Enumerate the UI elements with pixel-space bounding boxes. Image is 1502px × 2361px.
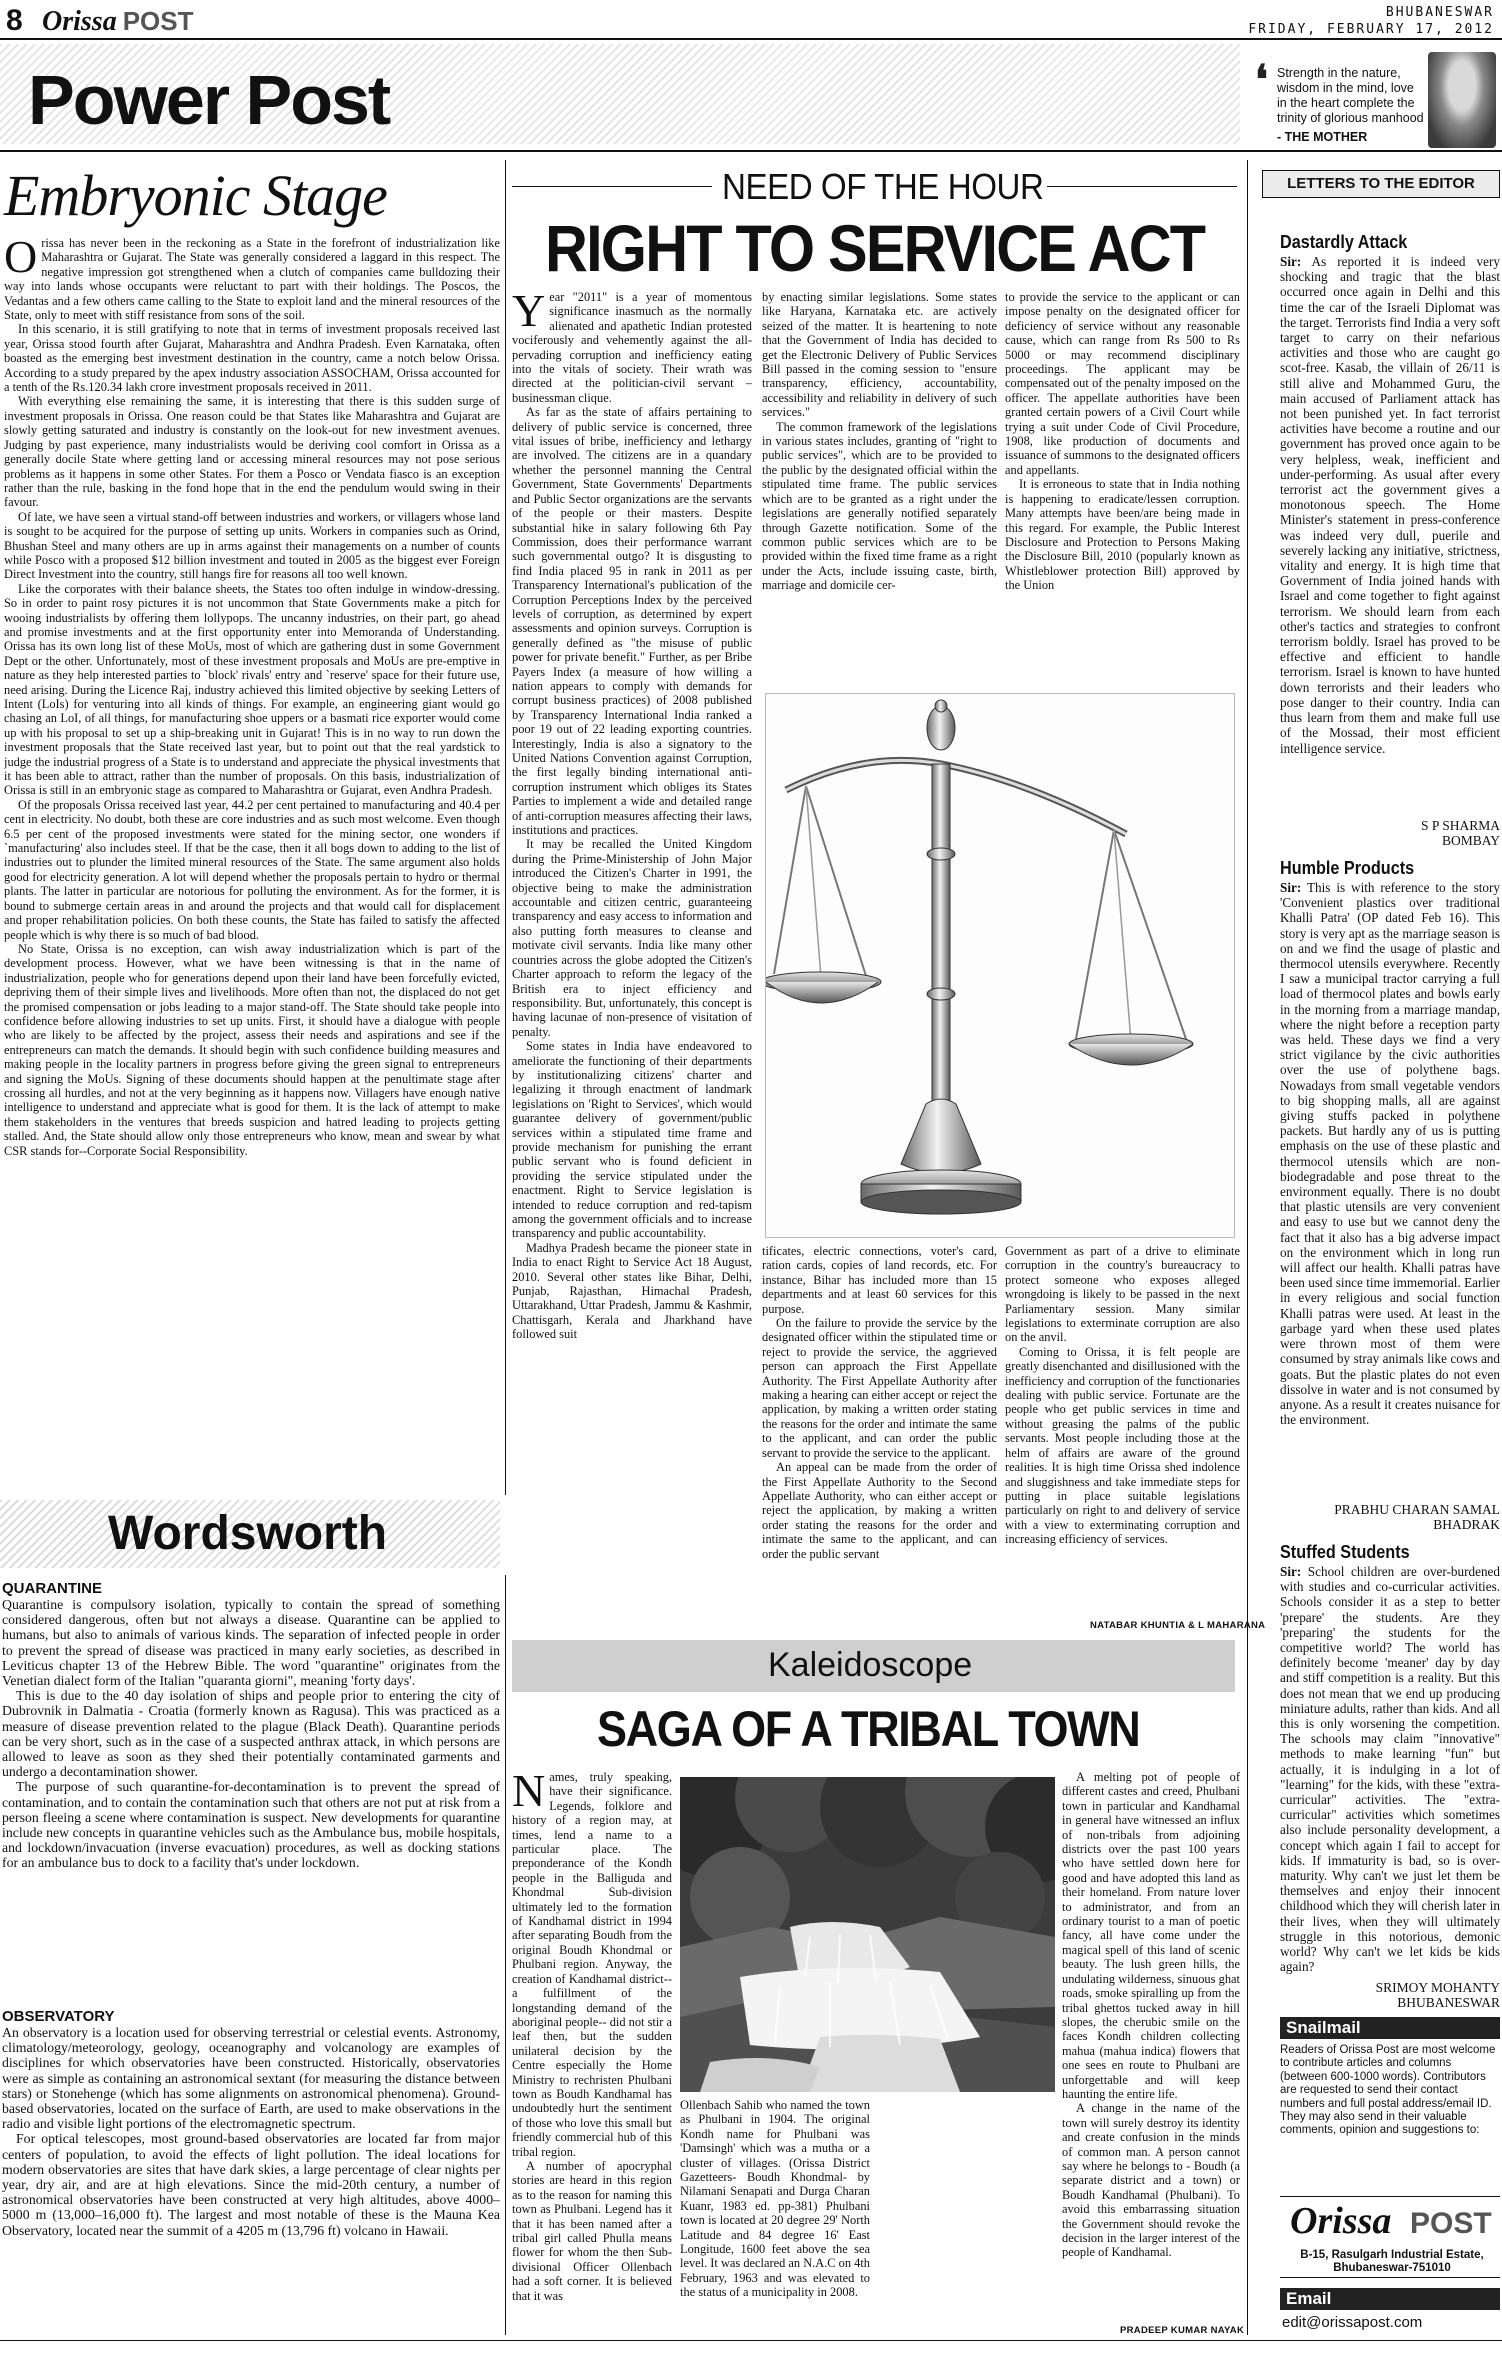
email-band: Email	[1280, 2288, 1500, 2310]
wordsworth-paragraph: An observatory is a location used for observing terrestrial or celestial events. Astronomy, climatology/meteorology, geology, oceanography and volcanology are examples of disciplines for which observatories have been constructed. Historically, observatories were as simple as containing an astronomical sextant (for measuring the distance between stars) or Stonehenge (which has some alignments on astronomical phenomena). Ground-based observatories, located on the surface of Earth, are used to make observations in the radio and visible light portions of the electromagnetic spectrum.	[2, 2025, 500, 2132]
letter-salutation: Sir:	[1280, 254, 1302, 269]
brand-post: POST	[122, 6, 194, 36]
kaleidoscope-title: Kaleidoscope	[768, 1646, 973, 1684]
editorial-paragraph: Of late, we have seen a virtual stand-off between industries and workers, or villagers whose land is sought to be acquired for the purpose of setting up units. Workers in companies such as Orind, Bhushan Steel and many others are up in arms against their managements on a number of counts while Posco with a proposed $12 billion investment and touted in 2005 as the biggest ever Foreign Direct Investment into the country, still hangs fire for reasons all too well known.	[4, 509, 500, 582]
column-divider	[505, 160, 506, 1495]
letter-text: This is with reference to the story 'Convenient plastics over traditional Khalli Patra' (OP dated Feb 16). This story is very apt as the marriage season is on and we find the usage of plastic and thermocol utensils everywhere. Recently I saw a municipal tractor carrying a full load of thermocol plates and bowls early in the morning from a marriage mandap, where the night before a reception party was held. These days we find a very strict vigilance by the civic authorities over the use of polythene bags. Nowadays from small vegetable vendors to big shopping malls, all are against giving stuffs packed in polythene packets. But hardly any of us is putting emphasis on the use of these plastic and thermocol utensils which are non-biodegradable and pose threat to the environment equally. There is no doubt that plastic utensils are very convenient and easy to use but we cannot deny the fact that it also has a big adverse impact on the environment which in long run will affect our health. Khalli patras have been used since time immemorial. Earlier in every religious and social function Khalli patras were used. At least in the garbage yard when these used plates were thrown most of them were consumed by stray animals like cows and goats. But the plastic plates do not even dissolve in water and is not consumed by anyone. As a result it creates nuisance for the environment.	[1280, 880, 1500, 1428]
email-link[interactable]: edit@orissapost.com	[1282, 2314, 1423, 2331]
letter-heading: Stuffed Students	[1280, 1542, 1410, 1562]
article-paragraph: The common framework of the legislations in various states includes, granting of "right to public services", which are to be provided to the public by the designated official within the stipulated time frame. The public services which are to be granted as a right under the legislations are generally notified separately through Gazette notification. Some of the common public services which are to be provided within the fixed time frame as a right under the Acts, include issuing caste, birth, marriage and domicile cer-	[762, 419, 997, 593]
article-paragraph: ear "2011" is a year of momentous significance inasmuch as the normally alienated and apathetic Indian protested vociferously and vehemently against the all-pervading corruption and inefficiency eating into the vitals of society. Their wrath was directed at the politician-civil servant –businessman clique.	[512, 290, 752, 405]
feature-byline: PRADEEP KUMAR NAYAK	[1120, 2325, 1245, 2336]
wordsworth-title: Wordsworth	[108, 1507, 388, 1560]
wordsworth-paragraph: Quarantine is compulsory isolation, typically to contain the spread of something considered dangerous, often but not always a disease. Quarantine can be applied to humans, but also to animals of various kinds. The separation of infected people in order to prevent the spread of disease was practiced in many early societies, as described in Leviticus chapter 13 of the Hebrew Bible. The word "quarantine" originates from the Venetian dialect form of the Italian "quaranta giorni", meaning 'forty days'.	[2, 1597, 500, 1689]
brand-logo	[42, 6, 194, 38]
article-column	[762, 1244, 997, 1629]
kicker-rule	[1047, 186, 1237, 187]
editorial-paragraph: Of the proposals Orissa received last year, 44.2 per cent pertained to manufacturing and 40.4 per cent in electricity. No doubt, both these are core industries and as such most welcome. Even though 6.5 per cent of the proposed investments were stated for the mining sector, one wonders if `manufacturing' also includes steel. If that be the case, then it all bogs down to adding to the list of industries out to plunder the limited mineral resources of the State. The same argument also holds good for electricity generation. A lot will depend whether the proposals pertain to hydro or thermal plants. The latter in particular are notorious for polluting the environment. As for the former, it is bound to submerge certain areas in and around the projects and that would call for displacement and proper rehabilitation policies. On both these counts, the State has failed to satisfy the affected people which is why there is so much of bad blood.	[4, 797, 500, 942]
letter-heading: Humble Products	[1280, 858, 1415, 878]
dropcap: Y	[512, 290, 546, 336]
logo-post: POST	[1410, 2207, 1492, 2240]
wordsworth-entry	[2, 1597, 500, 1995]
letter-body	[1280, 254, 1500, 817]
article-column	[1005, 1244, 1240, 1614]
article-paragraph: As far as the state of affairs pertaining to delivery of public service is concerned, three vital issues of bribe, inefficiency and lethargy are involved. The citizens are in a quandary whether the personnel manning the Central Government, State Governments' Departments and Public Sector organizations are the servants of the people or their masters. Despite substantial hike in salary following 6th Pay Commission, does their performance warrant such governmental outgo? It is disgusting to find India placed 95 in rank in 2011 as per Transparency International's publication of the Corruption Perceptions Index by the perceived levels of corruption, as determined by expert assessments and opinion surveys. Corruption is generally defined as "the misuse of public power for private benefit." Further, as per Bribe Payers Index (a measure of how willing a nation appears to comply with demands for corrupt business practices) of 2008 published by Transparency International India ranked a poor 19 out of 22 leading exporting countries. Interestingly, India is also a signatory to the United Nations Convention against Corruption, the first legally binding international anti-corruption instrument which obliges its States Parties to implement a wide and detailed range of anti-corruption measures affecting their laws, institutions and practices.	[512, 405, 752, 838]
scales-of-justice-image	[765, 693, 1235, 1238]
orissa-post-logo	[1280, 2196, 1500, 2278]
article-paragraph: tificates, electric connections, voter's card, ration cards, copies of land records, etc. For instance, Bihar has included more than 15 departments and at least 60 services for this purpose.	[762, 1244, 997, 1316]
wordsworth-heading: QUARANTINE	[2, 1580, 102, 1597]
article-headline: RIGHT TO SERVICE ACT	[545, 211, 1205, 285]
masthead	[0, 0, 1502, 40]
kicker-rule	[512, 186, 712, 187]
letter-salutation: Sir:	[1280, 1564, 1302, 1579]
letter-author: PRABHU CHARAN SAMAL	[1334, 1502, 1500, 1517]
article-kicker: NEED OF THE HOUR	[722, 166, 1044, 207]
dropcap: N	[512, 1770, 546, 1816]
feature-column	[1062, 1770, 1240, 2335]
letter-salutation: Sir:	[1280, 880, 1302, 895]
article-paragraph: On the failure to provide the service by the designated officer within the stipulated time or reject to provide the service, the aggrieved person can approach the First Appellate Authority. The First Appellate Authority after making a hearing can either accept or reject the application, by making a written order stating the reasons for the order and intimate the same to the applicant, and can order the public servant to provide the service to the applicant.	[762, 1316, 997, 1460]
letter-signature	[1280, 818, 1500, 848]
letter-author: S P SHARMA	[1420, 818, 1500, 833]
column-divider	[1247, 160, 1248, 2335]
letter-author: SRIMOY MOHANTY	[1375, 1980, 1500, 1995]
feature-paragraph: ames, truly speaking, have their significance. Legends, folklore and history of a region may, at times, lend a name to a particular place. The preponderance of the Kondh people in the Balliguda and Khondmal Sub-division ultimately led to the formation of Kandhamal district in 1994 after separating Boudh from the original Boudh Khondmal or Phulbani region. Anyway, the creation of Kandhamal district-- a fulfillment of the longstanding demand of the aboriginal people-- did not stir a leaf then, but the sudden unilateral decision by the Centre especially the Home Ministry to rechristen Phulbani town as Boudh Kandhamal has undoubtedly hurt the sentiment of those who love this small but friendly commercial hub of this tribal region.	[512, 1770, 672, 2159]
scales-icon	[766, 694, 1236, 1239]
letter-text: As reported it is indeed very shocking and tragic that the blast occurred once again in Delhi and this time the car of the Israeli Diplomat was the target. Terrorists find India a very soft target to carry on their nefarious activities and those who are caught go scot-free. Kasab, the villain of 26/11 is still alive and Mohammed Guru, the main accused of Parliament attack has not been punished yet. In fact terrorist activities have become a routine and our government has proved once again to be very helpless, weak, inefficient and under-performing. As usual after every terrorist act the government gives a monotonous speech. The Home Minister's statement in press-conference was indeed very dull, puerile and severely lacking any initiative, strictness, vitality and energy. It is high time that Government of India joined hands with Israel and come together to fight against terrorism. We should learn from each other's tactics and strategies to confront terrorism boldly. Israel has proved to be effective and efficient to handle terrorism. Israel is known to have hunted down terrorists and their leaders who pose danger to their country. India can thus learn from them and make full use of the Mossad, their most efficient intelligence service.	[1280, 254, 1500, 756]
postal-address	[1292, 2249, 1492, 2275]
editorial-paragraph: rissa has never been in the reckoning as a State in the forefront of industrialization like Maharashtra or Gujarat. The State was generally considered a laggard in this respect. The negative impression got strengthened when a clutch of companies came bulldozing their way into lands whose occupants were reluctant to part with their holdings. The Poscos, the Vedantas and a few others came calling to the State to exploit land and the mineral resources of the State, only to meet with stiff resistance from sons of the soil.	[4, 236, 500, 323]
editorial-paragraph: With everything else remaining the same, it is interesting that there is this sudden surge of investment proposals in Orissa. One reason could be that States like Maharashtra and Gujarat are slowly getting saturated and industry is constantly on the look-out for new investment avenues. Judging by past experience, many industrialists would be deriving cool comfort in Orissa as a generally docile State where getting land or accessing mineral resources may not pose serious problems as it happens in some other States. For them a Posco or Vendata fiasco is an exception rather than the rule, basking in the fond hope that in the end the pendulum would swing in their favour.	[4, 394, 500, 510]
feature-paragraph: A melting pot of people of different castes and creed, Phulbani town in particular and Kandhamal in general have witnessed an influx of non-tribals from adjoining districts over the past 100 years who have settled down here for good and have adopted this land as their homeland. From nature lover to administrator, and from an ordinary tourist to a man of poetic fancy, all have come under the magical spell of this land of scenic beauty. The lush green hills, the undulating wilderness, sinuous ghat roads, smoke spiralling up from the tribal ghettos tucked away in hill slopes, the cherubic smile on the faces Kondh children collecting mahua (mahua indica) flowers that one sees en route to Phulbani are unforgettable and will keep haunting the entire life.	[1062, 1770, 1240, 2101]
section-title: Power Post	[28, 61, 390, 139]
feature-paragraph: A change in the name of the town will surely destroy its identity and create confusion in the minds of common man. A person cannot say where he belongs to - Boudh (a separate district and a town) or Boudh Kandhamal (Phulbani). To avoid this embarrassing situation the Government should revoke the decision in the larger interest of the people of Kandhamal.	[1062, 2101, 1240, 2260]
dropcap: O	[4, 236, 38, 282]
quote-text: Strength in the nature, wisdom in the mind, love in the heart complete the trinity of glorious manhood	[1277, 66, 1424, 125]
wordsworth-entry	[2, 2025, 500, 2337]
feature-column	[680, 2098, 870, 2335]
page-number: 8	[6, 4, 23, 37]
editorial-paragraph: No State, Orissa is no exception, can wish away industrialization which is part of the development process. However, what we have been witnessing is that in the name of industrialization, people who for generations depend upon their land have been forcefully evicted, depriving them of their simple lives and livelihoods. More often than not, the displaced do not get the promised compensation or jobs leading to a major stand-off. The State should take people into confidence before allowing industries to set up units. First, it should have a dialogue with people who are likely to be affected by the project, assess their needs and aspirations and see if the entrepreneurs can match the demands. It should begin with such confidence building measures and making people in the locality partners in progress before giving the green signal to entrepreneurs and signing the MoUs. Signing of these documents should happen at the penultimate stage after crossing all hurdles, and not at the very beginning as it happens now. Villagers have enough native intelligence to understand and appreciate what is good for them. It is the lack of attempt to make them stakeholders in the ventures that breeds suspicion and hatred leading to projects getting stalled. And, the State should allow only those entrepreneurs who know, mean and swear by what CSR stands for--Corporate Social Responsibility.	[4, 941, 500, 1158]
waterfall-photo	[680, 1777, 1055, 2092]
article-byline: NATABAR KHUNTIA & L MAHARANA	[1090, 1620, 1266, 1631]
column-divider	[505, 1575, 506, 2335]
article-column	[512, 290, 752, 1635]
wordsworth-paragraph: The purpose of such quarantine-for-decontamination is to prevent the spread of contamination, and to contain the contamination such that others are not put at risk from a person fleeing a scene where contamination is suspect. New developments for quarantine include new concepts in quarantine vehicles such as the Ambulance bus, mobile hospitals, and lockdown/invacuation (inverse evacuation) procedures, as well as docking stations for an ambulance bus to dock to a facility that's under lockdown.	[2, 1779, 500, 1871]
article-paragraph: by enacting similar legislations. Some states like Haryana, Karnataka etc. are actively seized of the matter. It is heartening to note that the Government of India has decided to get the Electronic Delivery of Public Services Bill passed in the coming session to "ensure transparency, efficiency, accountability, accessibility and reliability in delivery of such services."	[762, 290, 997, 420]
address-line: Bhubaneswar-751010	[1333, 2262, 1451, 2274]
dateline	[1248, 4, 1494, 38]
article-paragraph: An appeal can be made from the order of the First Appellate Authority to the Second Appellate Authority, who can either accept or reject the application, by making a written order stating the reasons for the order and intimate the same to the applicant, and can order the public servant	[762, 1460, 997, 1561]
editorial-paragraph: Like the corporates with their balance sheets, the States too often indulge in window-dressing. So in order to paint rosy pictures it is not uncommon that State Governments make a pitch for wooing industrialists by offering them lollypops. The uncanny industries, on their part, go ahead and promise investments and at the first opportunity enter into Memoranda of Understanding. Orissa has its own long list of these MoUs, most of which are gathering dust in some Government Dept or the other. Unfortunately, most of these investment proposals and MoUs are pre-emptive in nature as they help interested parties to `block' rivals' entry and `reserve' space for their future use, need arising. During the Licence Raj, industry achieved this limited objective by seeking Letters of Intent (LoIs) for venturing into all kinds of things. For example, an engineering giant would go chasing an LoI, of all things, for manufacturing shoe uppers or a basmati rice exporter would come up with his proposal to set up a ship-breaking unit in Gujarat! This is in no way to run down the investment proposals that the State received last year, but to point out that the real yardstick to judge the industrial progress of a State is to understand and appreciate the physical investments that it has been able to attract, rather than the number of proposals. On this basis, industrialization of Orissa is still in an embryonic stage as compared to Maharashtra or Gujarat, even Andhra Pradesh.	[4, 581, 500, 798]
wordsworth-paragraph: This is due to the 40 day isolation of ships and people prior to entering the city of Dubrovnik in Dalmatia - Croatia (formerly known as Ragusa). This was practiced as a measure of disease prevention related to the plague (Black Death). Quarantine periods can be very short, such as in the case of a suspected anthrax attack, in which persons are allowed to leave as soon as they shed their potentially contaminated garments and undergo a decontamination shower.	[2, 1688, 500, 1780]
editorial-body	[4, 236, 500, 1494]
article-paragraph: Madhya Pradesh became the pioneer state in India to enact Right to Service Act 18 August, 2010. Several other states like Bihar, Delhi, Punjab, Rajasthan, Himachal Pradesh, Uttarakhand, Uttar Pradesh, Jammu & Kashmir, Chattisgarh, Kerala and Jharkhand have followed suit	[512, 1240, 752, 1342]
article-paragraph: Some states in India have endeavored to ameliorate the functioning of their departments by institutionalizing citizens' charter and legalizing it through enactment of landmark legislations on 'Right to Services', which would guarantee delivery of government/public services within a stipulated time frame and provide mechanism for punishing the errant public servant who is found deficient in providing the service stipulated under the enactment. Right to Service legislation is intended to reduce corruption and red-tapism among the government officials and to increase transparency and public accountability.	[512, 1039, 752, 1241]
editorial-title: Embryonic Stage	[4, 163, 387, 228]
address-line: B-15, Rasulgarh Industrial Estate,	[1300, 2249, 1484, 2261]
letter-body	[1280, 1564, 1500, 1978]
article-paragraph: Coming to Orissa, it is felt people are greatly disenchanted and disillusioned with the inefficiency and corruption of the functionaries dealing with public service. Fortunate are the people who get public services in time and without greasing the palms of the public servants. Most people including those at the helm of affairs are aware of the ground realities. It is high time Orissa shed indolence and sluggishness and take immediate steps for putting in place suitable legislations particularly on right to and delivery of service with a view to exterminating corruption and increasing efficiency of services.	[1005, 1344, 1240, 1547]
wordsworth-heading: OBSERVATORY	[2, 2008, 115, 2025]
article-column	[1005, 290, 1240, 685]
letter-signature	[1280, 1980, 1500, 2010]
header-divider	[0, 150, 1502, 152]
wordsworth-paragraph: For optical telescopes, most ground-based observatories are located far from major centers of population, to avoid the effects of light pollution. The ideal locations for modern observatories are sites that have dark skies, a large percentage of clear nights per year, dry air, and are at high elevations. Since the mid-20th century, a number of astronomical observatories have been constructed at very high altitudes, above 4000–5000 m (13,000–16,000 ft). The largest and most notable of these is the Mauna Kea Observatory, located near the summit of a 4205 m (13,796 ft) volcano in Hawaii.	[2, 2131, 500, 2238]
letter-text: School children are over-burdened with studies and co-curricular activities. Schools consider it as a step to better 'prepare' the students. Are they 'preparing' the students for the competitive world? The world has definitely become 'meaner' day by day and stiff competition is a reality. But this does not mean that we end up producing miniature adults, rather than kids. And all this is only worsening the competition. The schools may claim "innovative" methods to make learning "fun" but actually, it is indulging in a lot of "learning" for the kids, with these "extra-curricular" activities. The "extra-curricular" activities which sometimes also include personality development, a concept which again I fail to accept for kids. If immaturity is bad, so is over-maturity. Why can't we just let them be themselves and enjoy their innocent childhood which they will cherish later in their lives, when they will ultimately struggle in this notorious, demonic world? Why can't we let kids be kids again?	[1280, 1564, 1500, 1975]
bottom-rule	[0, 2340, 1502, 2341]
letter-city: BHUBANESWAR	[1397, 1995, 1500, 2010]
snailmail-band: Snailmail	[1280, 2017, 1500, 2039]
letter-heading: Dastardly Attack	[1280, 232, 1408, 252]
article-paragraph: Government as part of a drive to eliminate corruption in the country's bureaucracy to protect someone who exposes alleged wrongdoing is likely to be passed in the next Parliamentary session. Many similar legislations to exterminate corruption are also on the anvil.	[1005, 1244, 1240, 1345]
letter-signature	[1280, 1502, 1500, 1532]
editorial-paragraph: In this scenario, it is still gratifying to note that in terms of investment proposals received last year, Orissa stood fourth after Gujarat, Maharashtra and Andhra Pradesh. Even Karnataka, often boasted as the emerging best investment destination in the country, came a notch below Orissa. According to a study prepared by the apex industry association ASSOCHAM, Orissa accounted for a tenth of the Rs.120.34 lakh crore investment proposals received in 2011.	[4, 322, 500, 395]
logo-orissa: Orissa	[1290, 2200, 1392, 2242]
feature-paragraph: A number of apocryphal stories are heard in this region as to the reason for naming this town as Phulbani. Legend has it that it has been named after a tribal girl called Phulla means flower for whom the then Sub-divisional Officer Ollenbach had a soft corner. It is believed that it was	[512, 2158, 672, 2303]
quote-author: - THE MOTHER	[1277, 130, 1368, 144]
article-paragraph: It is erroneous to state that in India nothing is happening to eradicate/lessen corruption. Many attempts have been/are being made in this regard. For example, the Public Interest Disclosure and Protection to Persons Making the Disclosure Bill, 2010 (popularly known as Whistleblower protection Bill) approved by the Union	[1005, 477, 1240, 593]
issue-date: FRIDAY, FEBRUARY 17, 2012	[1248, 22, 1494, 37]
portrait-photo	[1428, 52, 1496, 148]
quote-icon: ❛	[1255, 57, 1268, 102]
quote-box	[1255, 52, 1500, 152]
letter-city: BOMBAY	[1441, 833, 1500, 848]
feature-column	[512, 1770, 672, 2335]
article-paragraph: It may be recalled the United Kingdom during the Prime-Ministership of John Major introduced the Citizen's Charter in 1991, the objective being to make the administration accountable and citizen centric, guaranteeing transparency and easy access to information and also putting forth measures to cleanse and motivate civil servants. India like many other countries across the globe adopted the Citizen's Charter approach to reform the legacy of the British era to inject efficiency and responsibility. But, unfortunately, this concept is having lacunae of non-presence of visitation of penalty.	[512, 837, 752, 1039]
city: BHUBANESWAR	[1385, 5, 1494, 20]
article-paragraph: to provide the service to the applicant or can impose penalty on the designated officer for deficiency of service without any reasonable cause, which can range from Rs 500 to Rs 5000 or may recommend disciplinary proceedings. The applicant may be compensated out of the penalty imposed on the officer. The appellate authorities have been granted certain powers of a Civil Court while trying a suit under Code of Civil Procedure, 1908, like production of documents and issuance of summons to the designated officers and appellants.	[1005, 290, 1240, 477]
brand-name: Orissa	[42, 6, 117, 37]
letters-banner: LETTERS TO THE EDITOR	[1262, 170, 1500, 198]
feature-paragraph: Ollenbach Sahib who named the town as Phulbani in 1904. The original Kondh name for Phulbani was 'Damsingh' which was a mutha or a cluster of villages. (Orissa District Gazetteers- Boudh Khondmal- by Nilamani Senapati and Durga Charan Kuanr, 1983 ed. pp-381) Phulbani town is located at 20 degree 29' North Latitude and 84 degree 16' East Longitude, 1600 feet above the sea level. It was declared an N.A.C on 4th February, 1963 and was elevated to the status of a municipality in 2008.	[680, 2098, 870, 2300]
snailmail-text: Readers of Orissa Post are most welcome to contribute articles and columns (between 600-1000 words). Contributors are requested to send their contact numbers and full postal address/email ID. They may also send in their valuable comments, opinion and suggestions to:	[1280, 2044, 1496, 2137]
feature-headline: SAGA OF A TRIBAL TOWN	[597, 1701, 1140, 1757]
article-column	[762, 290, 997, 685]
letter-body	[1280, 880, 1500, 1498]
letter-city: BHADRAK	[1433, 1517, 1500, 1532]
